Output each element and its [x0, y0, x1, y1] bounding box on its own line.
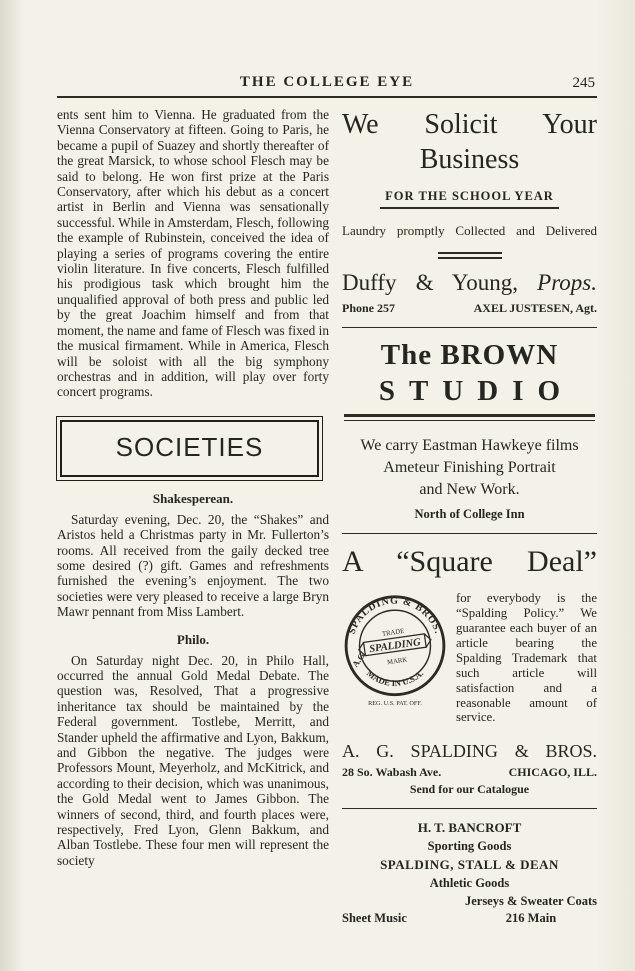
bancroft-ad — [342, 820, 597, 926]
bancroft-sheet-music: Sheet Music — [342, 911, 407, 926]
societies-box — [60, 420, 319, 477]
brown-studio-title — [342, 339, 597, 372]
bancroft-brands: SPALDING, STALL & DEAN — [380, 857, 559, 873]
publication-title: THE COLLEGE EYE — [239, 74, 415, 90]
bancroft-address: 216 Main — [505, 911, 557, 926]
shakesperean-heading: Shakesperean. — [152, 490, 234, 506]
section-rule — [342, 808, 597, 809]
laundry-headline-line2: Business — [419, 144, 520, 175]
bancroft-name: H. T. BANCROFT — [417, 820, 522, 836]
shakesperean-body: Saturday evening, Dec. 20, the “Shakes” and Aristos held a Christmas party in Mr. Fullerton’s rooms. All received from the gaily decked tree some desired (?) gift. Games and refreshments furnished the evening’s enjoyment. The two societies were very pleased to receive a large Bryn Mawr pennant from Miss Lambert. — [57, 511, 329, 620]
laundry-ad — [342, 107, 597, 316]
brown-body-line1: We carry Eastman Hawkeye films — [360, 437, 579, 454]
page-number: 245 — [572, 75, 595, 91]
logo-top-arc-text: SPALDING & BROS. — [346, 595, 444, 636]
firm-name-line — [342, 270, 597, 296]
bancroft-jerseys: Jerseys & Sweater Coats — [464, 894, 597, 909]
brown-body-line2: Ameteur Finishing Portrait — [383, 459, 556, 477]
phone-number: Phone 257 — [342, 301, 396, 315]
page-header — [57, 74, 597, 98]
spalding-catalogue-line: Send for our Catalogue — [409, 782, 530, 797]
laundry-subhead: FOR THE SCHOOL YEAR — [380, 189, 559, 209]
brown-title-name: BROWN — [440, 339, 559, 371]
firm-name: Duffy & Young, — [342, 270, 518, 295]
bancroft-right-block — [465, 894, 597, 926]
brown-location: North of College Inn — [414, 507, 525, 522]
logo-mark-text: MARK — [386, 656, 408, 667]
laundry-subhead-wrap — [342, 187, 597, 209]
laundry-tagline: Laundry promptly Collected and Delivered — [342, 223, 597, 238]
spalding-body-text: for everybody is the “Spalding Policy.” We guarantee each buyer of an article bearing the Spalding Trademark that such article will satisfaction and a reasonable amount of service. — [456, 591, 597, 725]
firm-props-label: Props. — [537, 270, 598, 295]
left-column — [57, 107, 329, 926]
spalding-logo — [342, 593, 448, 715]
spalding-street: 28 So. Wabash Ave. — [342, 765, 442, 780]
agent-name: AXEL JUSTESEN, Agt. — [473, 301, 597, 315]
section-rule — [342, 327, 597, 328]
spalding-company-name: A. G. SPALDING & BROS. — [342, 741, 597, 762]
spalding-ad — [342, 545, 597, 797]
brown-studio-ad — [342, 339, 597, 522]
brown-studio-word: STUDIO — [378, 375, 575, 407]
logo-bottom-arc-text: MADE IN U.S.A. — [364, 668, 426, 689]
article-continuation: ents sent him to Vienna. He graduated from the Vienna Conservatory at fifteen. Going to Paris, he became a pupil of Suazey and shortly thereafter of the great Marsick, to whose school Flesch may be said to belong. He won first prize at the Paris Conservatory, after which his debut as a concert artist in Berlin and Vienna was sensationally successful. While in Amsterdam, Flesch, following the example of Rubinstein, conceived the idea of playing a series of programs covering the entire violin literature. In five concerts, Flesch fulfilled his prodigious task which brought him the unqualified approval of both press and public led by the great Joachim himself and from that moment, the name and fame of Flesch was fixed in the musical firmament. While in America, Flesch will be soloist with all the big symphony orchestras and in addition, will play over forty concert programs. — [57, 107, 329, 400]
bancroft-athletic-goods: Athletic Goods — [429, 876, 510, 891]
square-deal-headline: A “Square Deal” — [342, 545, 597, 579]
philo-heading: Philo. — [176, 631, 210, 647]
societies-title: SOCIETIES — [115, 431, 264, 462]
spalding-city: CHICAGO, ILL. — [508, 765, 597, 780]
bancroft-bottom-row — [342, 894, 597, 926]
phone-agent-line — [342, 301, 597, 316]
logo-reg-text: REG. U.S. PAT. OFF. — [368, 700, 422, 708]
logo-trade-text: TRADE — [381, 628, 405, 639]
page-columns — [57, 107, 597, 926]
philo-body: On Saturday night Dec. 20, in Philo Hall, occurred the annual Gold Medal Debate. The question was, Resolved, That a progressive inheritance tax should be maintained by the Federal government. Tostlebe, Merritt, and Stander upheld the affirmative and Lyon, Bakkum, and Gibbon the negative. The judges were Professors Mount, Meyerholz, and McKitrick, and according to their decision, which was unanimous, the Gold Medal went to James Gibbon. The winners of second, third, and fourth places were, respectively, Fred Lyon, Glenn Bakkum, and Alban Tostlebe. These four men will represent the society — [57, 652, 329, 868]
svg-text:MADE IN U.S.A. — [365, 668, 425, 688]
spalding-trademark-seal-icon — [342, 593, 448, 710]
logo-ag-text: A.G. — [350, 649, 368, 670]
brown-title-the: The — [380, 339, 433, 371]
logo-banner-text: SPALDING — [368, 637, 422, 656]
double-rule — [344, 414, 595, 421]
right-column-ads — [342, 107, 597, 926]
short-double-divider — [438, 252, 502, 259]
spalding-address-line — [342, 765, 597, 780]
spalding-body-block — [342, 591, 597, 725]
brown-body-line3: and New Work. — [419, 481, 520, 499]
section-rule — [342, 533, 597, 534]
bancroft-sporting-goods: Sporting Goods — [427, 839, 512, 854]
laundry-headline-line1: We Solicit Your — [342, 109, 597, 140]
